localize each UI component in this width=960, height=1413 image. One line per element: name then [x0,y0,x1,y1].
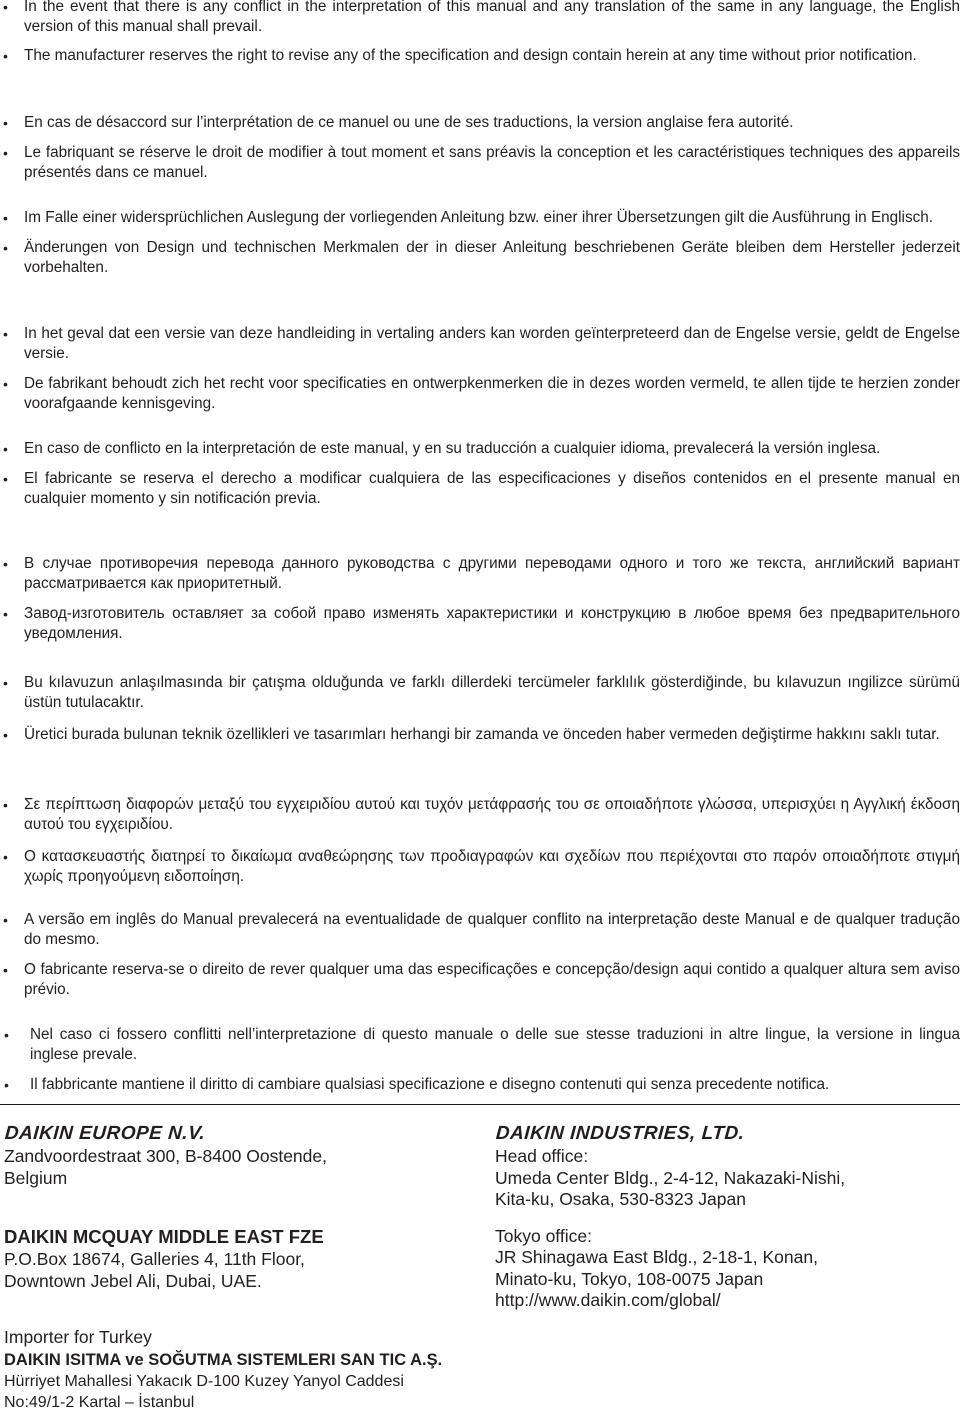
list-item: • Σε περίπτωση διαφορών μεταξύ του εγχειριδίου αυτού και τυχόν μετάφρασής του σε οποιαδήποτε γλώσσα, υπερισχύει η Αγγλική έκδοση αυτού του εγχειριδίου. [3,796,960,833]
bullet-icon: • [3,441,8,457]
disclaimer-pt [0,910,960,1000]
head-office-label: Head office: [495,1146,589,1166]
divider [0,1104,960,1105]
list-item: • En cas de désaccord sur l’interprétation de ce manuel ou une de ses traductions, la version anglaise fera autorité. [3,114,794,131]
disclaimer-fr [0,113,960,183]
disclaimer-tr [0,673,960,745]
address-importer-turkey: Importer for Turkey DAIKIN ISITMA ve SOĞUTMA SISTEMLERI SAN TIC A.Ş. Hürriyet Mahallesi Yakacık D-100 Kuzey Yanyol Caddesi No:49/1-2 Kartal – İstanbul [4,1327,443,1411]
list-item: • Nel caso ci fossero conflitti nell’interpretazione di questo manuale o delle sue stesse traduzioni in altre lingue, la versione in lingua inglese prevale. [4,1026,960,1063]
list-item: • Bu kılavuzun anlaşılmasında bir çatışma olduğunda ve farklı dillerdeki tercümeler farklılık gösterdiğinde, bu kılavuzun ıngilizce sürümü üstün tutulacaktır. [3,674,960,711]
disclaimer-en [0,0,960,66]
bullet-icon: • [3,145,8,161]
bullet-icon: • [3,210,8,226]
list-item: • De fabrikant behoudt zich het recht voor specificaties en ontwerpkenmerken die in dezes worden vermeld, te allen tijde te herzien zonder voorafgaande kennisgeving. [3,375,960,412]
importer-label: Importer for Turkey [4,1327,152,1347]
website-url: http://www.daikin.com/global/ [495,1290,721,1310]
bullet-icon: • [3,912,8,928]
list-item: • In het geval dat een versie van deze handleiding in vertaling anders kan worden geïnterpreteerd dan de Engelse versie, geldt de Engelse versie. [3,325,960,362]
bullet-icon: • [3,849,8,865]
bullet-icon: • [3,376,8,392]
list-item: • Ο κατασκευαστής διατηρεί το δικαίωμα αναθεώρησης των προδιαγραφών και σχεδίων που περιέχονται στο παρόν οποιαδήποτε στιγμή χωρίς προηγούμενη ειδοποίηση. [3,848,960,885]
disclaimer-el [0,795,960,887]
list-item: • В случае противоречия перевода данного руководства с другими переводами одного и того же текста, английский вариант рассматривается как приоритетный. [3,555,960,592]
company-name: DAIKIN ISITMA ve SOĞUTMA SISTEMLERI SAN TIC A.Ş. [4,1350,443,1369]
daikin-europe-logo: DAIKIN EUROPE N.V. [4,1123,207,1144]
disclaimer-de [0,208,960,278]
bullet-icon: • [3,240,8,256]
list-item: • A versão em inglês do Manual prevalecerá na eventualidade de qualquer conflito na interpretação deste Manual e de qualquer tradução do mesmo. [3,911,960,948]
list-item: • Завод-изготовитель оставляет за собой право изменять характеристики и конструкцию в любое время без предварительного уведомления. [3,605,960,642]
list-item: • En caso de conflicto en la interpretación de este manual, y en su traducción a cualquier idioma, prevalecerá la versión inglesa. [3,440,881,457]
list-item: • Im Falle einer widersprüchlichen Auslegung der vorliegenden Anleitung bzw. einer ihrer Übersetzungen gilt die Ausführung in Englisch. [3,209,934,226]
disclaimer-nl [0,324,960,414]
bullet-icon: • [3,326,8,342]
address-daikin-industries: DAIKIN INDUSTRIES, LTD. Head office: Umeda Center Bldg., 2-4-12, Nakazaki-Nishi, Kita-ku, Osaka, 530-8323 Japan Tokyo office: JR Shinagawa East Bldg., 2-18-1, Konan, Minato-ku, Tokyo, 108-0075 Japan http://www.daikin.com/global/ [495,1123,846,1310]
list-item: • Änderungen von Design und technischen Merkmalen der in dieser Anleitung beschriebenen Geräte bleiben dem Hersteller jederzeit vorbehalten. [3,239,960,276]
list-item: • Le fabriquant se réserve le droit de modifier à tout moment et sans préavis la conception et les caractéristiques techniques des appareils présentés dans ce manuel. [3,144,960,181]
bullet-icon: • [4,1027,9,1043]
bullet-icon: • [3,727,8,743]
disclaimer-it [0,1025,960,1095]
tokyo-office-label: Tokyo office: [495,1225,592,1246]
address-daikin-mcquay: DAIKIN MCQUAY MIDDLE EAST FZE P.O.Box 18674, Galleries 4, 11th Floor, Downtown Jebel Ali, Dubai, UAE. [4,1226,324,1291]
bullet-icon: • [3,556,8,572]
list-item: • O fabricante reserva-se o direito de rever qualquer uma das especificações e concepção/design aqui contido a qualquer altura sem aviso prévio. [3,961,960,998]
disclaimer-es [0,439,960,509]
list-item: • Üretici burada bulunan teknik özellikleri ve tasarımları herhangi bir zamanda ve önceden haber vermeden değiştirme hakkını saklı tutar. [3,726,940,743]
company-name: DAIKIN MCQUAY MIDDLE EAST FZE [4,1226,324,1247]
bullet-icon: • [4,1077,9,1093]
list-item: • Il fabbricante mantiene il diritto di cambiare qualsiasi specificazione e disegno contenuti qui senza precedente notifica. [4,1076,830,1093]
disclaimer-ru [0,554,960,644]
bullet-icon: • [3,606,8,622]
daikin-industries-logo: DAIKIN INDUSTRIES, LTD. [495,1123,746,1144]
address-daikin-europe: DAIKIN EUROPE N.V. Zandvoordestraat 300, B-8400 Oostende, Belgium [4,1123,327,1188]
bullet-icon: • [3,0,8,15]
bullet-icon: • [3,48,8,64]
list-item: • In the event that there is any conflict in the interpretation of this manual and any translation of the same in any language, the English version of this manual shall prevail. [0,0,960,37]
bullet-icon: • [3,962,8,978]
list-item: • El fabricante se reserva el derecho a modificar cualquiera de las especificaciones y diseños contenidos en el presente manual en cualquier momento y sin notificación previa. [3,470,960,507]
bullet-icon: • [3,471,8,487]
bullet-icon: • [3,675,8,691]
bullet-icon: • [3,797,8,813]
bullet-icon: • [3,115,8,131]
list-item: • The manufacturer reserves the right to revise any of the specification and design contain herein at any time without prior notification. [3,47,917,64]
